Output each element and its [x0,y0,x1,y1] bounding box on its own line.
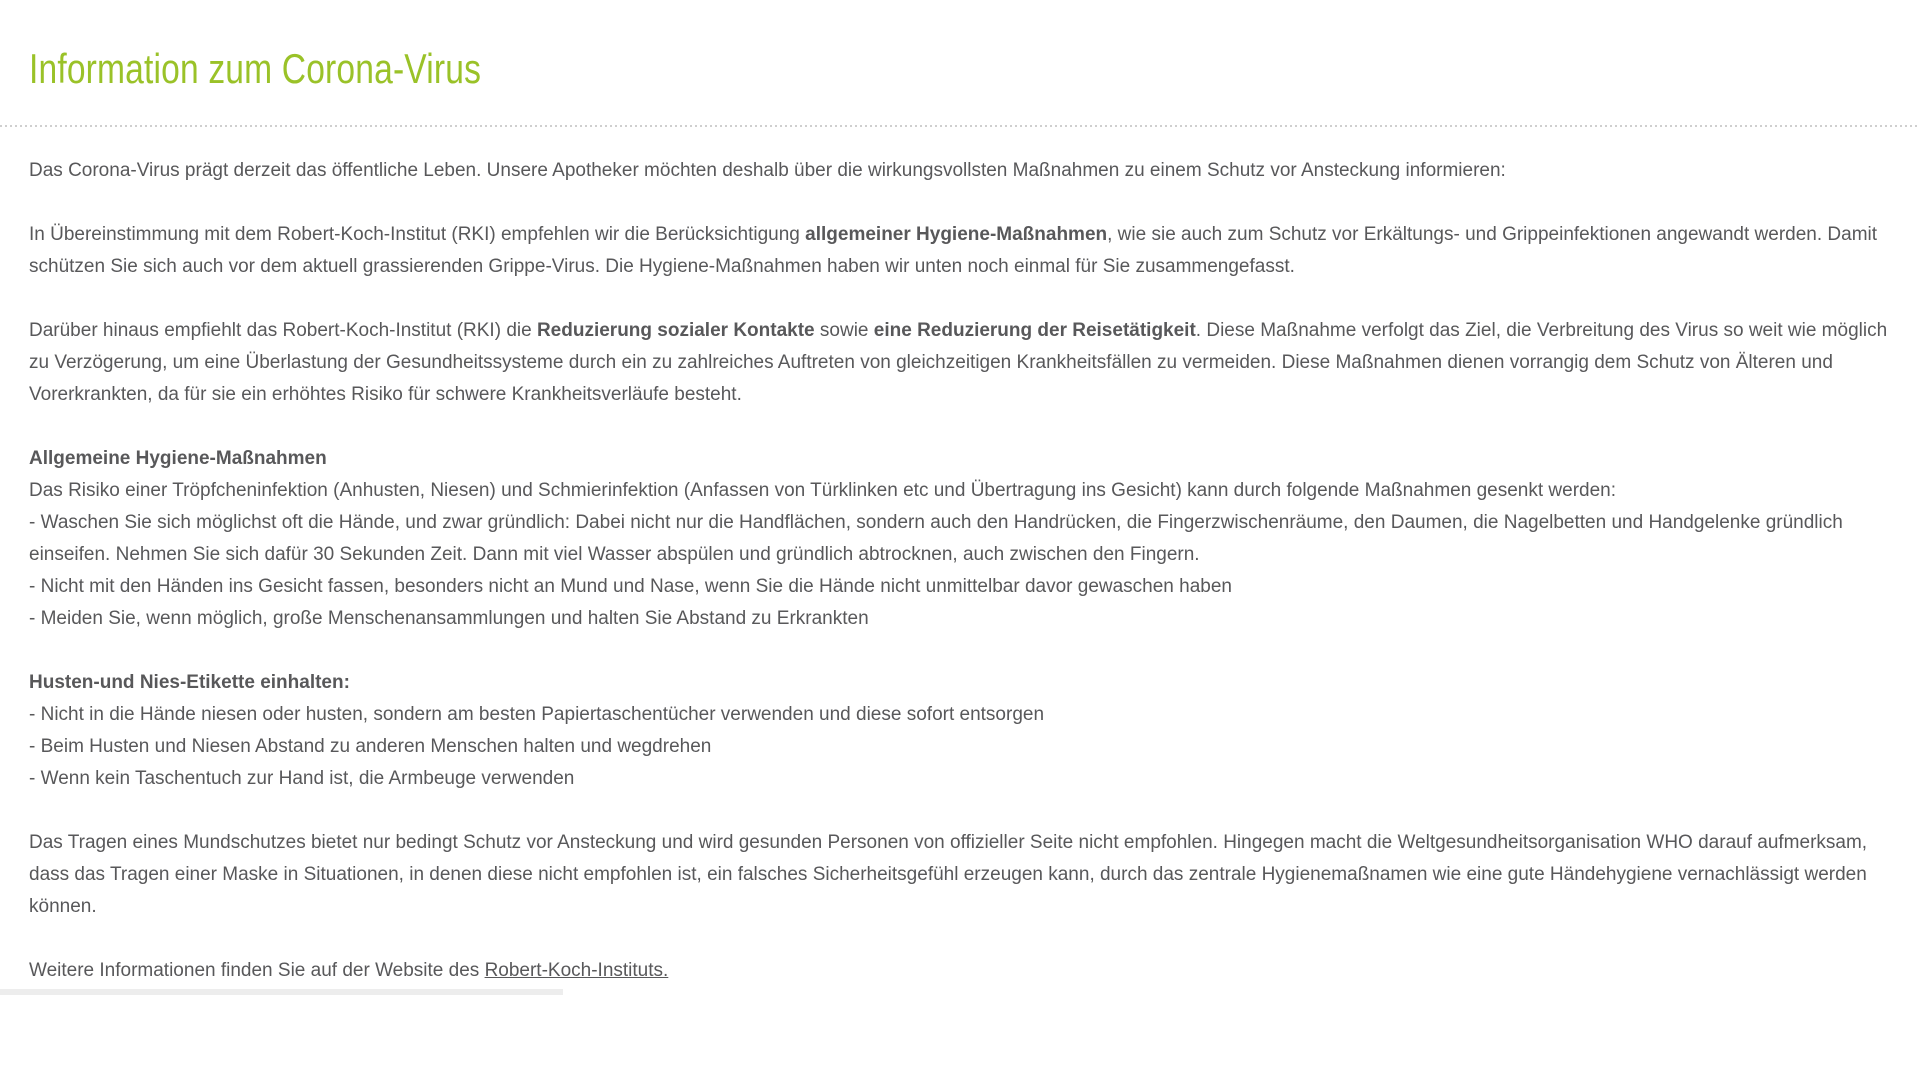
distancing-bold-social-contacts: Reduzierung sozialer Kontakte [536,320,815,341]
rki-bold-hygiene-measures: allgemeiner Hygiene-Maßnahmen [805,224,1108,245]
intro-text: Das Corona-Virus prägt derzeit das öffentliche Leben. Unsere Apotheker möchten deshalb über die wirkungsvollsten Maßnahmen zu einem Schutz vor Ansteckung informieren: [29,160,1506,181]
hygiene-line-no-face-touch: - Nicht mit den Händen ins Gesicht fassen, besonders nicht an Mund und Nase, wenn Sie die Hände nicht unmittelbar davor gewaschen haben [29,576,1232,597]
hygiene-measures-block [29,443,1890,635]
page-title [29,46,1890,92]
intro-paragraph [29,155,1890,187]
distancing-text-2: sowie [814,320,874,341]
etiquette-line-tissues: - Nicht in die Hände niesen oder husten, sondern am besten Papiertaschentücher verwenden und diese sofort entsorgen [29,704,1045,725]
page-header [0,0,1920,92]
rki-recommendation-paragraph [29,219,1890,283]
more-info-prefix: Weitere Informationen finden Sie auf der Website des [29,960,485,981]
mask-text: Das Tragen eines Mundschutzes bietet nur bedingt Schutz vor Ansteckung und wird gesunden Personen von offizieller Seite nicht empfohlen. Hingegen macht die Weltgesundheitsorganisation WHO darauf aufmerksam, dass das Tragen einer Maske in Situationen, in denen diese nicht empfohlen ist, ein falsches Sicherheitsgefühl erzeugen kann, durch das zentrale Hygienemaßnamen wie eine gute Händehygiene vernachlässigt werden können. [29,832,1868,917]
distancing-text-3: . Diese Maßnahme verfolgt das Ziel, die Verbreitung des Virus so weit wie möglich zu Verzögerung, um eine Überlastung der Gesundheitssysteme durch ein zu zahlreiches Auftreten von gleichzeitigen Krankheitsfällen zu vermeiden. Diese Maßnahmen dienen vorrangig dem Schutz von Älteren und Vorerkrankten, da für sie ein erhöhtes Risiko für schwere Krankheitsverläufe besteht. [29,320,1888,405]
hygiene-measures-heading: Allgemeine Hygiene-Maßnahmen [29,448,327,469]
etiquette-line-distance: - Beim Husten und Niesen Abstand zu anderen Menschen halten und wegdrehen [29,736,712,757]
article-content [0,127,1920,987]
below-fold-element-fragment [0,989,563,995]
etiquette-line-elbow: - Wenn kein Taschentuch zur Hand ist, die Armbeuge verwenden [29,768,575,789]
page-title-text: Information zum Corona-Virus [29,45,482,92]
rki-text-1: In Übereinstimmung mit dem Robert-Koch-Institut (RKI) empfehlen wir die Berücksichtigung [29,224,806,245]
rki-website-link[interactable]: Robert-Koch-Instituts. [484,960,669,981]
mask-paragraph [29,827,1890,923]
distancing-text-1: Darüber hinaus empfiehlt das Robert-Koch-Institut (RKI) die [29,320,537,341]
social-distancing-paragraph [29,315,1890,411]
distancing-bold-travel-reduction: eine Reduzierung der Reisetätigkeit [873,320,1196,341]
cough-etiquette-block [29,667,1890,795]
more-info-paragraph [29,955,1890,987]
cough-etiquette-heading: Husten-und Nies-Etikette einhalten: [29,672,350,693]
hygiene-line-risk: Das Risiko einer Tröpfcheninfektion (Anhusten, Niesen) und Schmierinfektion (Anfassen von Türklinken etc und Übertragung ins Gesicht) kann durch folgende Maßnahmen gesenkt werden: [29,480,1617,501]
rki-text-2: , wie sie auch zum Schutz vor Erkältungs- und Grippeinfektionen angewandt werden. Damit schützen Sie sich auch vor dem aktuell grassierenden Grippe-Virus. Die Hygiene-Maßnahmen haben wir unten noch einmal für Sie zusammengefasst. [29,224,1878,277]
hygiene-line-wash-hands: - Waschen Sie sich möglichst oft die Hände, und zwar gründlich: Dabei nicht nur die Handflächen, sondern auch den Handrücken, die Fingerzwischenräume, den Daumen, die Nagelbetten und Handgelenke gründlich einseifen. Nehmen Sie sich dafür 30 Sekunden Zeit. Dann mit viel Wasser abspülen und gründlich abtrocknen, auch zwischen den Fingern. [29,512,1843,565]
hygiene-line-avoid-crowds: - Meiden Sie, wenn möglich, große Menschenansammlungen und halten Sie Abstand zu Erkrankten [29,608,869,629]
